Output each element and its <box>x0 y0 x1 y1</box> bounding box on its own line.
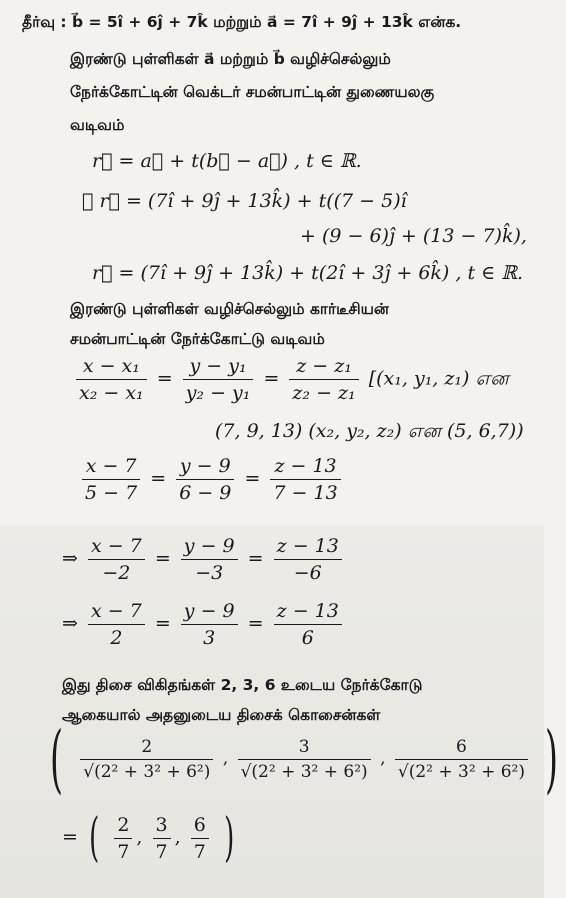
fraction-z <box>289 355 358 404</box>
line-text: (7, 9, 13) (x₂, y₂, z₂) என (5, 6,7)) <box>215 420 524 442</box>
line-text: r⃗ = (7î + 9ĵ + 13k̂) + t(2î + 3ĵ + 6k̂) , t ∈ ℝ. <box>92 262 524 284</box>
denominator: √(2² + 3² + 6²) <box>240 761 368 782</box>
line-text: r⃗ = a⃗ + t(b⃗ − a⃗) , t ∈ ℝ. <box>92 150 362 172</box>
cartesian-step-3: ⇒ $\frac{x - 7}{2}$ = $\frac{y - 9}{3}$ = $\frac{z - 13}{6}$ <box>62 600 346 649</box>
right-paren: ) <box>223 808 235 868</box>
denominator: y₂ − y₁ <box>185 382 251 404</box>
fraction-x <box>88 535 145 584</box>
numerator: z − z₁ <box>289 355 358 380</box>
vector-substitution-1 <box>82 190 407 212</box>
numerator: x − 7 <box>82 455 140 480</box>
points-line <box>215 420 524 445</box>
line-text: வடிவம் <box>70 116 125 134</box>
fraction-y <box>181 600 238 649</box>
denominator: z₂ − z₁ <box>292 382 356 404</box>
direction-cosines-result: = ( $\frac{2}{7}$ , $\frac{3}{7}$ , $\frac{6}{7}$ ) <box>62 808 235 868</box>
numerator: 3 <box>153 814 171 839</box>
line-text: நேர்க்கோட்டின் வெக்டர் சமன்பாட்டின் துணையலகு <box>70 83 435 101</box>
result-1 <box>114 814 132 863</box>
numerator: 2 <box>80 737 213 760</box>
numerator: y − 9 <box>176 455 234 480</box>
line-text: + (9 − 6)ĵ + (13 − 7)k̂), <box>300 225 527 247</box>
numerator: z − 13 <box>274 600 342 625</box>
denominator: 6 <box>301 627 314 649</box>
solution-line-3 <box>70 83 434 103</box>
numerator: x − x₁ <box>76 355 147 380</box>
numerator: 6 <box>191 814 209 839</box>
fraction-y <box>183 355 254 404</box>
cosine-2 <box>238 737 371 782</box>
vector-equation <box>92 150 362 172</box>
fraction-z <box>274 600 342 649</box>
fraction-x <box>76 355 147 404</box>
denominator: −3 <box>195 562 224 584</box>
denominator: 2 <box>110 627 123 649</box>
denominator: 7 − 13 <box>273 482 338 504</box>
denominator: 6 − 9 <box>179 482 232 504</box>
denominator: 5 − 7 <box>85 482 138 504</box>
cartesian-step-2: ⇒ $\frac{x - 7}{-2}$ = $\frac{y - 9}{-3}$ = $\frac{z - 13}{-6}$ <box>62 535 346 584</box>
numerator: y − 9 <box>181 535 238 560</box>
line-text: இது திசை விகிதங்கள் 2, 3, 6 உடைய நேர்க்கோடு <box>62 676 423 694</box>
solution-line-4 <box>70 116 124 136</box>
result-2 <box>153 814 171 863</box>
direction-cosines: ( $\frac{2}{\text{√(2² + 3² + 6²)}}$ , $\frac{3}{\text{√(2² + 3² + 6²)}}$ , $\frac{6}{\text{√(2² + 3² + 6²)}}$ ) <box>49 716 559 802</box>
numerator: 2 <box>114 814 132 839</box>
left-paren: ( <box>89 808 100 868</box>
numerator: 3 <box>238 737 371 760</box>
solution-line-2 <box>70 50 391 70</box>
numerator: 6 <box>395 737 528 760</box>
cosine-1 <box>80 737 213 782</box>
denominator: x₂ − x₁ <box>79 382 144 404</box>
cartesian-general-form: $\frac{\text{x − x₁}}{\text{x₂ − x₁}}$ = $\frac{\text{y − y₁}}{\text{y₂ − y₁}}$ = $\frac{\text{z − z₁}}{\text{z₂ − z₁}}$ [(x₁, y₁, z₁) என <box>72 355 509 404</box>
points-note: [(x₁, y₁, z₁) என <box>368 367 509 390</box>
denominator: −6 <box>293 562 322 584</box>
line-text: ஆகையால் அதனுடைய திசைக் கொசைன்கள் <box>62 706 381 724</box>
right-paren: ) <box>545 716 559 802</box>
line-text: இரண்டு புள்ளிகள் a⃗ மற்றும் b⃗ வழிச்செல்லும் <box>70 50 391 68</box>
vector-result <box>92 262 523 284</box>
solution-line-9 <box>70 300 389 320</box>
fraction-z <box>274 535 342 584</box>
numerator: z − 13 <box>270 455 340 480</box>
numerator: x − 7 <box>88 600 145 625</box>
solution-line-16 <box>62 676 422 696</box>
numerator: x − 7 <box>88 535 145 560</box>
denominator: 7 <box>117 840 130 863</box>
denominator: 7 <box>155 840 168 863</box>
denominator: √(2² + 3² + 6²) <box>83 761 211 782</box>
numerator: z − 13 <box>274 535 342 560</box>
numerator: y − 9 <box>181 600 238 625</box>
line-text: சமன்பாட்டின் நேர்க்கோட்டு வடிவம் <box>70 330 325 348</box>
fraction-y <box>181 535 238 584</box>
fraction-x <box>82 455 140 504</box>
cartesian-step-1: $\frac{x - 7}{5 - 7}$ = $\frac{y - 9}{6 - 9}$ = $\frac{z - 13}{7 - 13}$ <box>78 455 345 504</box>
denominator: −2 <box>102 562 131 584</box>
left-paren: ( <box>49 716 63 802</box>
numerator: y − y₁ <box>183 355 254 380</box>
line-text: இரண்டு புள்ளிகள் வழிச்செல்லும் கார்டீசியன் <box>70 300 389 318</box>
cosine-3 <box>395 737 528 782</box>
denominator: 7 <box>193 840 206 863</box>
denominator: √(2² + 3² + 6²) <box>397 761 525 782</box>
fraction-y <box>176 455 234 504</box>
denominator: 3 <box>203 627 216 649</box>
result-3 <box>191 814 209 863</box>
line-text: தீர்வு : b⃗ = 5î + 6ĵ + 7k̂ மற்றும் a⃗ = 7î + 9ĵ + 13k̂ என்க. <box>22 13 462 31</box>
fraction-x <box>88 600 145 649</box>
line-text: ∴ r⃗ = (7î + 9ĵ + 13k̂) + t((7 − 5)î <box>82 190 407 212</box>
solution-line-1 <box>22 13 461 33</box>
fraction-z <box>270 455 340 504</box>
solution-line-10 <box>70 330 325 350</box>
vector-substitution-2 <box>300 225 527 247</box>
